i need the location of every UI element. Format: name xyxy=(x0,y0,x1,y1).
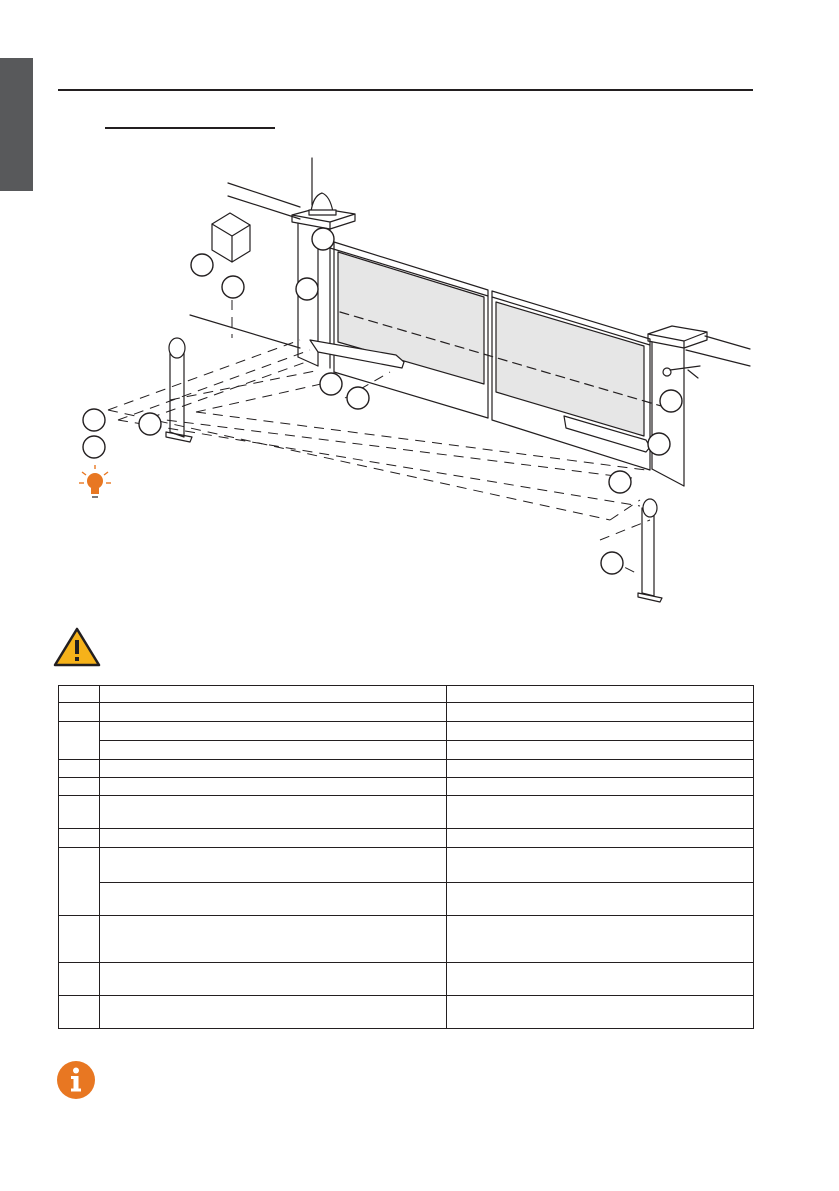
table-cell xyxy=(100,703,447,722)
table-cell xyxy=(447,760,754,778)
table-cell xyxy=(100,760,447,778)
table-row xyxy=(59,996,754,1029)
table-header-row xyxy=(59,686,754,703)
table-cell xyxy=(447,778,754,796)
table-cell xyxy=(59,963,100,996)
table-cell xyxy=(447,686,754,703)
table-row xyxy=(59,883,754,916)
table-cell xyxy=(59,778,100,796)
table-cell xyxy=(447,796,754,829)
table-row xyxy=(59,963,754,996)
warning-triangle-icon xyxy=(53,627,101,667)
table-cell xyxy=(100,741,447,760)
flashing-lamp-icon xyxy=(79,465,111,497)
table-cell xyxy=(100,829,447,848)
info-circle-icon xyxy=(56,1060,96,1100)
table-row xyxy=(59,848,754,883)
table-cell xyxy=(100,848,447,883)
table-cell xyxy=(100,722,447,741)
table-cell xyxy=(100,778,447,796)
table-row xyxy=(59,741,754,760)
table-cell xyxy=(447,916,754,963)
component-table xyxy=(58,685,754,1029)
table-row xyxy=(59,760,754,778)
table-cell xyxy=(447,703,754,722)
table-row xyxy=(59,829,754,848)
table-cell xyxy=(100,883,447,916)
table-cell xyxy=(59,796,100,829)
table-cell xyxy=(447,741,754,760)
table-cell xyxy=(100,916,447,963)
table-row xyxy=(59,703,754,722)
table-row xyxy=(59,796,754,829)
table-cell xyxy=(59,916,100,963)
table-row xyxy=(59,916,754,963)
table-cell xyxy=(100,686,447,703)
table-cell xyxy=(447,829,754,848)
table-row xyxy=(59,778,754,796)
table-cell xyxy=(100,996,447,1029)
table-cell xyxy=(100,963,447,996)
table-cell xyxy=(59,722,100,760)
table-cell xyxy=(59,848,100,916)
table-cell xyxy=(100,796,447,829)
table-cell xyxy=(59,996,100,1029)
table-cell xyxy=(447,883,754,916)
table-cell xyxy=(59,686,100,703)
table-cell xyxy=(59,760,100,778)
table-cell xyxy=(59,829,100,848)
table-cell xyxy=(447,963,754,996)
table-row xyxy=(59,722,754,741)
table-cell xyxy=(447,848,754,883)
table-cell xyxy=(59,703,100,722)
table-cell xyxy=(447,722,754,741)
table-cell xyxy=(447,996,754,1029)
